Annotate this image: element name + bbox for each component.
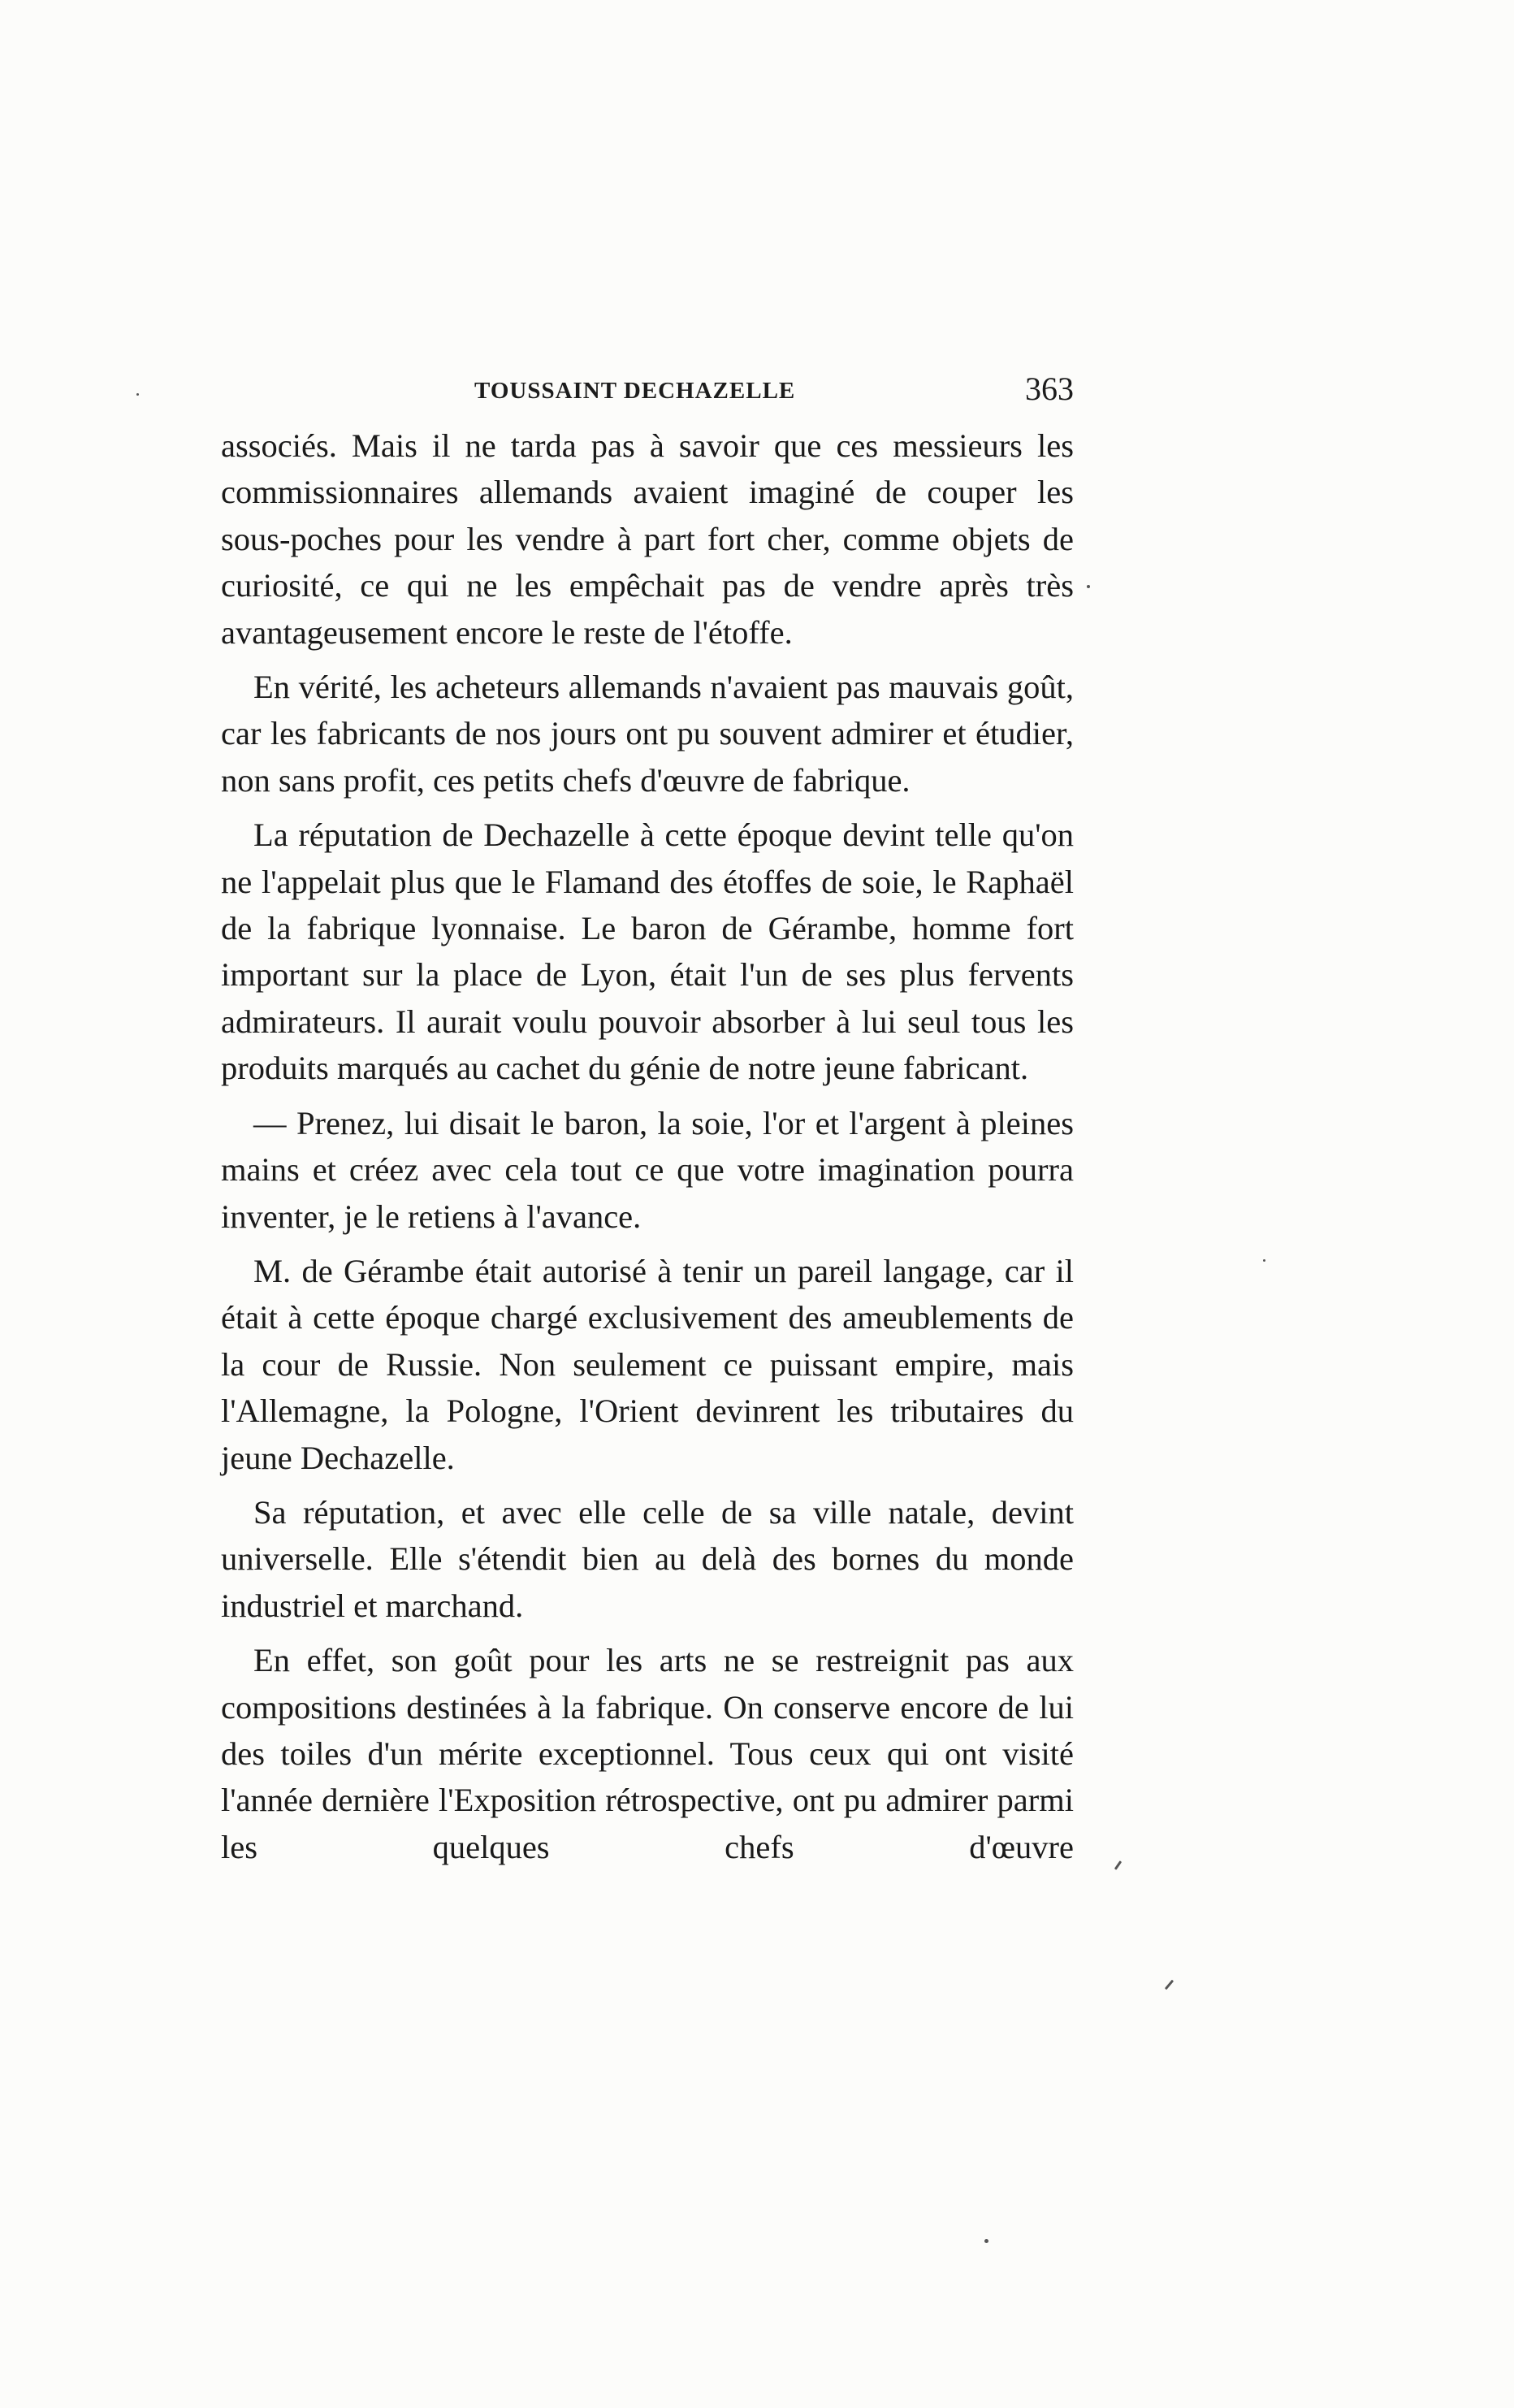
paragraph-4: — Prenez, lui disait le baron, la soie, l'or et l'argent à pleines mains et créez avec cela tout ce que votre imagination pourra inventer, je le retiens à l'avance. bbox=[221, 1104, 1074, 1235]
speck bbox=[984, 2239, 988, 2243]
paragraph-7: En effet, son goût pour les arts ne se restreignit pas aux compositions destinées à la fabrique. On conserve encore de lui des toiles d'un mérite exceptionnel. Tous ceux qui ont visité l'année dernière l'Exposition rétrospective, ont pu admirer parmi les quelques chefs d'œuvre bbox=[221, 1642, 1074, 1865]
paragraph-5: M. de Gérambe était autorisé à tenir un pareil langage, car il était à cette époque chargé exclusivement des ameublements de la cour de Russie. Non seulement ce puissant empire, mais l'Allemagne, la Pologne, l'Orient devinrent les tributaires du jeune Dechazelle. bbox=[221, 1252, 1074, 1476]
speck bbox=[1165, 1980, 1174, 1990]
speck bbox=[1114, 1860, 1122, 1870]
page-number: 363 bbox=[1025, 370, 1074, 407]
body-text bbox=[221, 422, 1074, 1878]
speck bbox=[1087, 585, 1090, 588]
paragraph-2: En vérité, les acheteurs allemands n'avaient pas mauvais goût, car les fabricants de nos jours ont pu souvent admirer et étudier, non sans profit, ces petits chefs d'œuvre de fabrique. bbox=[221, 669, 1074, 799]
speck bbox=[136, 393, 139, 396]
paragraph-3: La réputation de Dechazelle à cette époque devint telle qu'on ne l'appelait plus que le Flamand des étoffes de soie, le Raphaël de la fabrique lyonnaise. Le baron de Gérambe, homme fort important sur la place de Lyon, était l'un de ses plus fervents admirateurs. Il aurait voulu pouvoir absorber à lui seul tous les produits marqués au cachet du génie de notre jeune fabricant. bbox=[221, 816, 1074, 1087]
paragraph-1: associés. Mais il ne tarda pas à savoir que ces messieurs les commissionnaires allemands avaient imaginé de couper les sous-poches pour les vendre à part fort cher, comme objets de curiosité, ce qui ne les empêchait pas de vendre après très avantageusement encore le reste de l'étoffe. bbox=[221, 427, 1074, 651]
page-header bbox=[221, 370, 1074, 418]
speck bbox=[1263, 1259, 1265, 1262]
running-title: TOUSSAINT DECHAZELLE bbox=[474, 378, 796, 404]
paragraph-6: Sa réputation, et avec elle celle de sa ville natale, devint universelle. Elle s'étendit bien au delà des bornes du monde industriel et marchand. bbox=[221, 1493, 1074, 1624]
